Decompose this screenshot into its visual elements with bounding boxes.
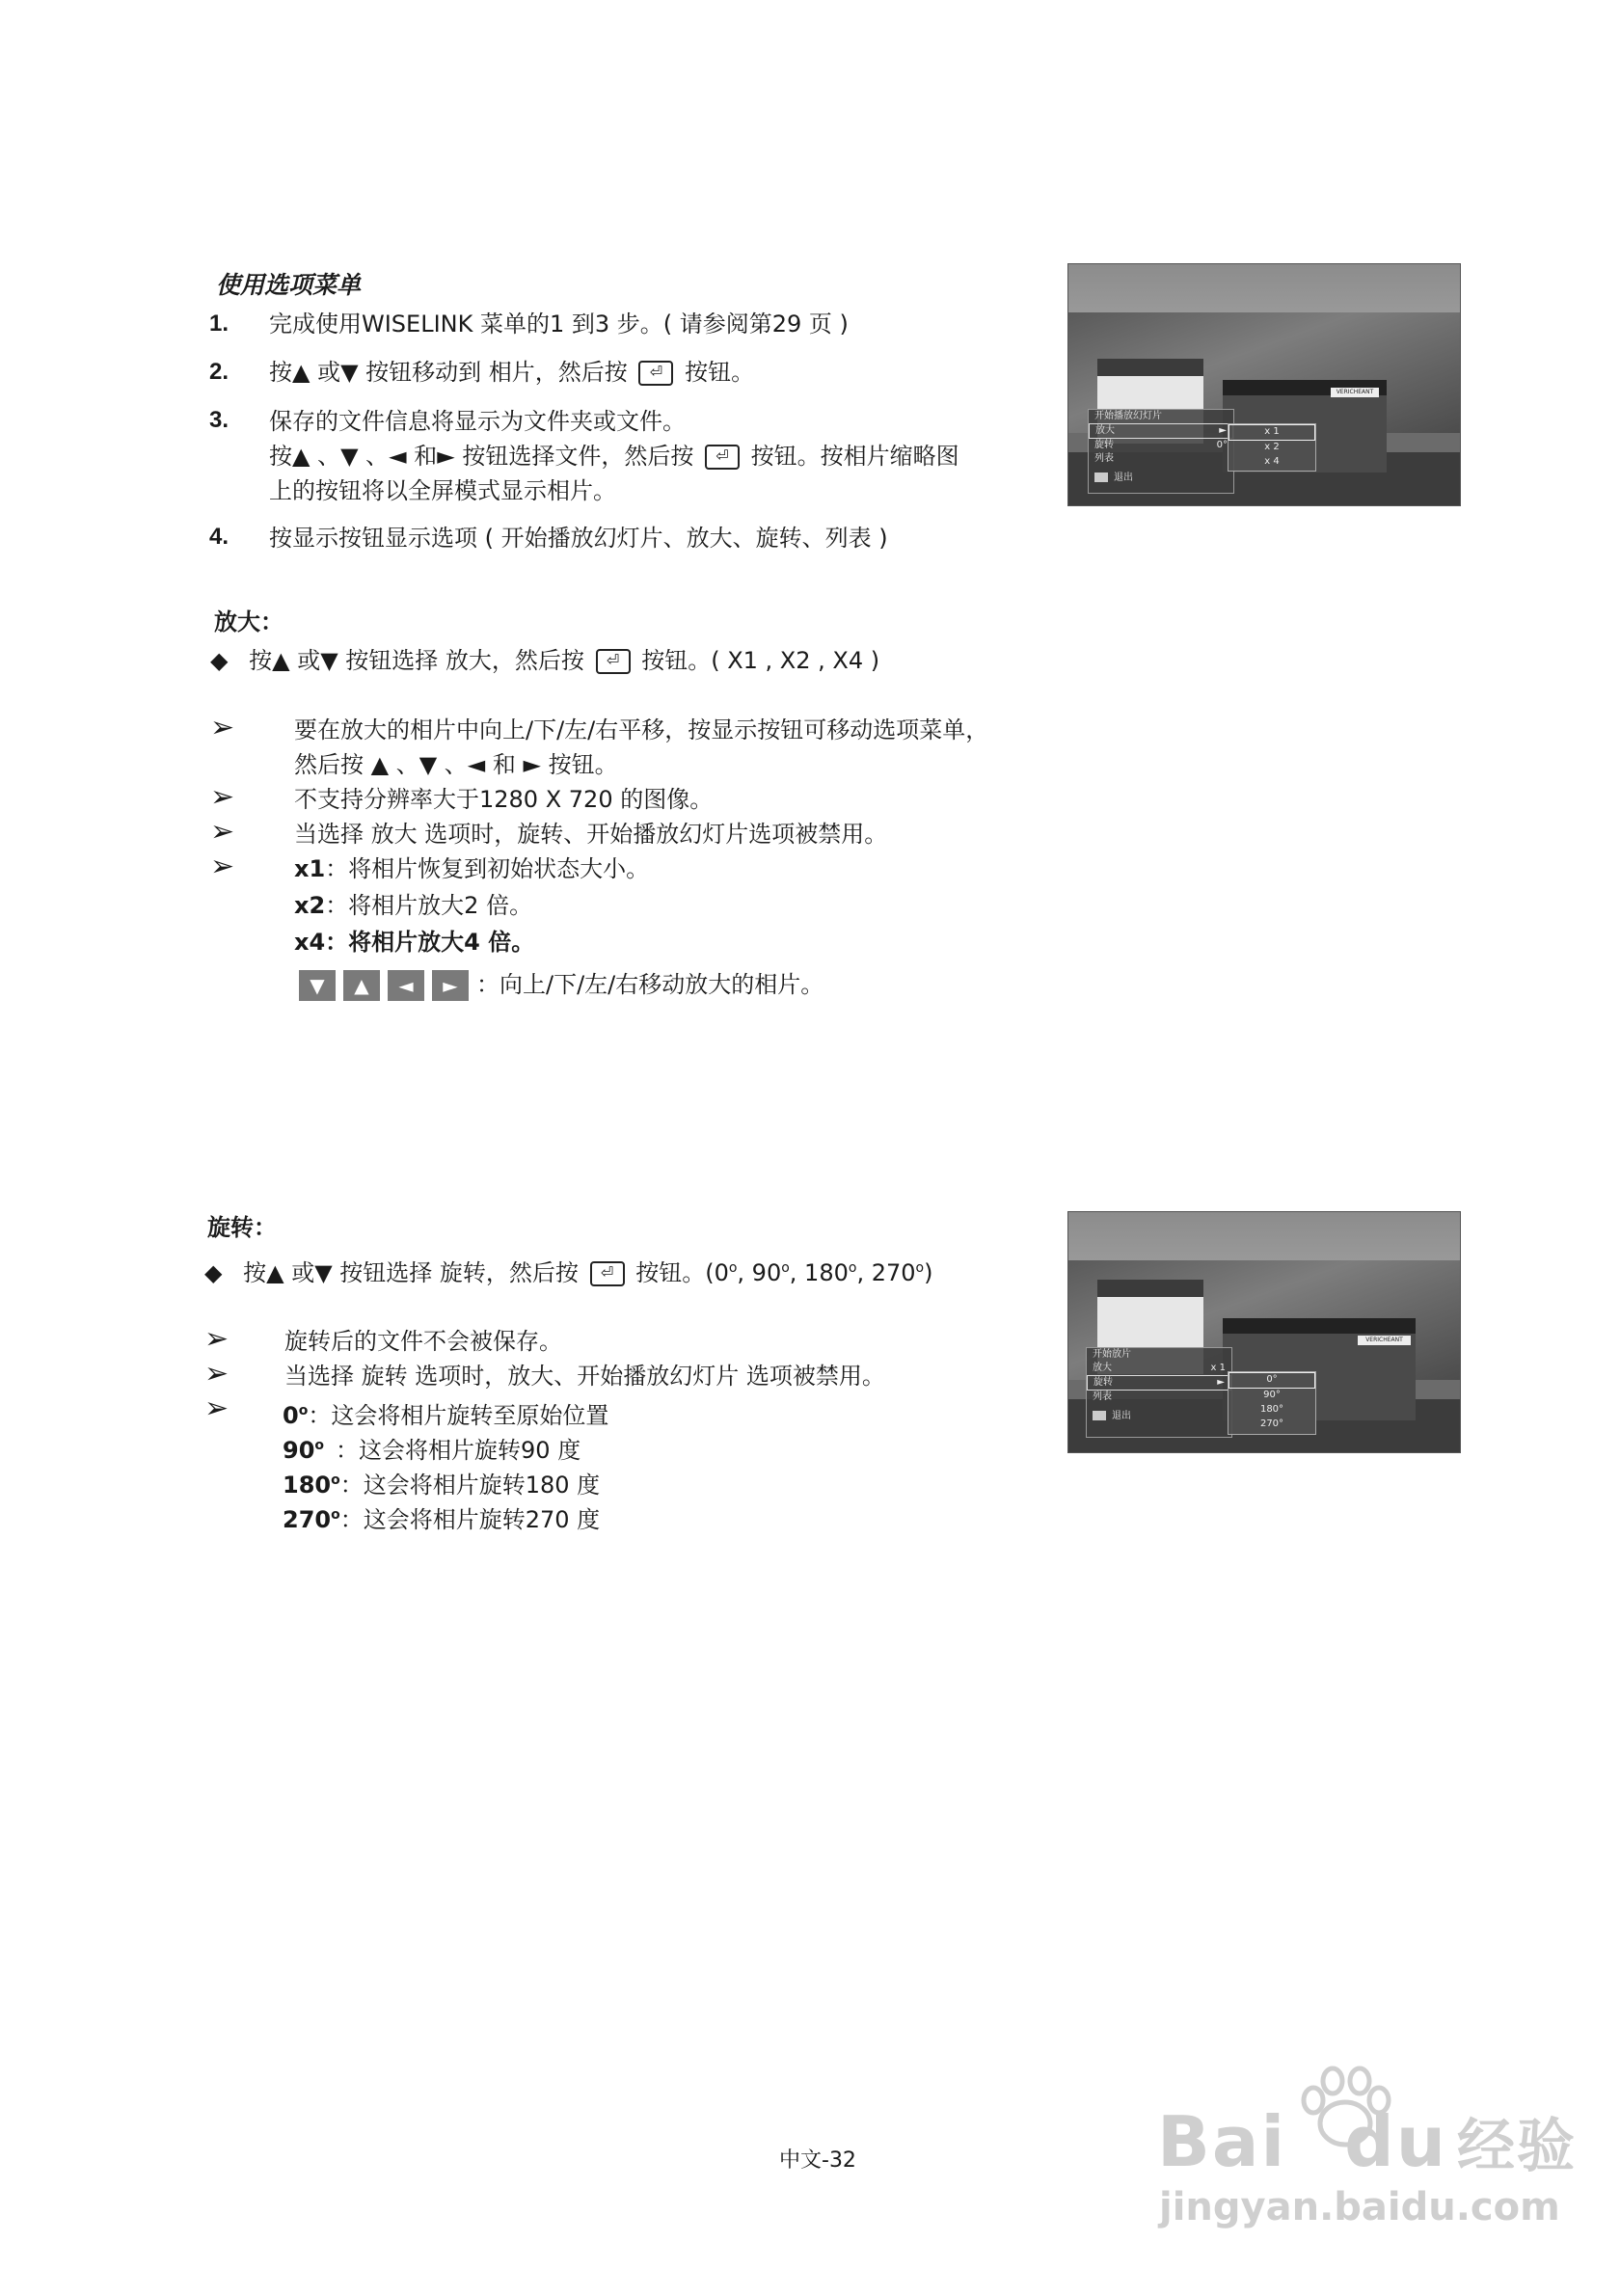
step-text-a: 按▲ 或▼ 按钮移动到 相片，然后按 bbox=[269, 359, 628, 386]
tv-screenshot-zoom bbox=[1067, 263, 1461, 506]
zoom-move-keys bbox=[299, 968, 824, 1001]
step-number: 2. bbox=[209, 359, 230, 385]
zoom-note-1: 要在放大的相片中向上/下/左/右平移，按显示按钮可移动选项菜单， bbox=[294, 716, 989, 743]
zoom-note-1b: 然后按 ▲ 、▼ 、◄ 和 ► 按钮。 bbox=[294, 751, 618, 778]
rotate-item-90 bbox=[283, 1429, 580, 1467]
osd-label: 旋转 bbox=[1094, 440, 1114, 450]
osd-item-rotate bbox=[1087, 1375, 1231, 1391]
osd-exit bbox=[1087, 1410, 1231, 1423]
zoom-bullet bbox=[210, 644, 879, 677]
step-number: 1. bbox=[209, 311, 230, 337]
note-arrow-icon: ➢ bbox=[210, 850, 235, 883]
bullet-text-b: 按钮。( X1 , X2 , X4 ) bbox=[641, 647, 880, 674]
osd-item-zoom bbox=[1089, 423, 1233, 439]
rotate-key: 0 bbox=[283, 1402, 299, 1429]
photo-sign: VERICHEANT bbox=[1358, 1336, 1411, 1345]
step-text-a: 按▲ 、▼ 、◄ 和► 按钮选择文件，然后按 bbox=[269, 443, 694, 470]
enter-icon: ⏎ bbox=[638, 361, 673, 386]
bullet-text-f: ) bbox=[924, 1259, 933, 1286]
enter-icon: ⏎ bbox=[590, 1261, 625, 1286]
step-text-line1: 保存的文件信息将显示为文件夹或文件。 bbox=[269, 408, 686, 435]
x1-text: ：将相片恢复到初始状态大小。 bbox=[325, 855, 650, 882]
step-text-line3: 上的按钮将以全屏模式显示相片。 bbox=[269, 477, 616, 504]
osd-sub-item: x 2 bbox=[1264, 442, 1280, 452]
osd-menu bbox=[1088, 409, 1234, 494]
note-arrow-icon: ➢ bbox=[204, 1391, 230, 1425]
section-title-rotate: 旋转： bbox=[207, 1214, 277, 1241]
osd-menu bbox=[1086, 1347, 1232, 1438]
osd-sub-item: 270° bbox=[1259, 1418, 1284, 1429]
rotate-text: ：这会将相片旋转至原始位置 bbox=[308, 1402, 609, 1429]
watermark-brand-b: du bbox=[1344, 2101, 1447, 2182]
osd-submenu bbox=[1228, 423, 1316, 472]
bullet-text-b: 按钮。(0 bbox=[635, 1259, 729, 1286]
zoom-x2 bbox=[294, 889, 532, 922]
osd-item-rotate bbox=[1089, 439, 1233, 452]
watermark-cn: 经验 bbox=[1456, 2113, 1577, 2180]
up-arrow-icon: ▲ bbox=[343, 970, 380, 1001]
degree-mark: o bbox=[781, 1260, 790, 1276]
step-number: 4. bbox=[209, 524, 230, 550]
osd-value: 0° bbox=[1216, 440, 1228, 450]
step-text-b: 按钮。 bbox=[685, 359, 755, 386]
step-text-b: 按钮。按相片缩略图 bbox=[750, 443, 959, 470]
note-arrow-icon: ➢ bbox=[204, 1357, 230, 1391]
x2-key: x2 bbox=[294, 892, 326, 919]
page-number: 中文-32 bbox=[779, 2148, 856, 2173]
osd-sub-item: x 1 bbox=[1228, 424, 1315, 441]
zoom-x4: x4：将相片放大4 倍。 bbox=[294, 929, 535, 956]
rotate-bullet bbox=[204, 1252, 932, 1289]
osd-item-list bbox=[1089, 452, 1233, 466]
zoom-note-2: 不支持分辨率大于1280 X 720 的图像。 bbox=[294, 786, 714, 813]
rotate-item-180 bbox=[283, 1464, 600, 1501]
bullet-text-d: , 180 bbox=[789, 1259, 849, 1286]
degree-mark: o bbox=[848, 1260, 857, 1276]
degree-mark: o bbox=[298, 1403, 309, 1418]
step-text-line2 bbox=[269, 440, 959, 473]
zoom-x1 bbox=[294, 852, 649, 885]
bullet-icon: ◆ bbox=[210, 647, 229, 674]
section-title-zoom: 放大： bbox=[214, 608, 284, 635]
section-title-options: 使用选项菜单 bbox=[216, 271, 362, 299]
osd-sub-item: x 4 bbox=[1264, 456, 1280, 467]
bullet-icon: ◆ bbox=[204, 1259, 223, 1286]
down-arrow-icon: ▼ bbox=[299, 970, 336, 1001]
note-arrow-icon: ➢ bbox=[210, 780, 235, 814]
osd-item-slideshow bbox=[1087, 1348, 1231, 1362]
rotate-text: ：这会将相片旋转180 度 bbox=[339, 1472, 601, 1499]
step-4 bbox=[209, 524, 888, 552]
osd-sub-item: 0° bbox=[1228, 1372, 1315, 1389]
step-3 bbox=[209, 407, 959, 504]
right-arrow-icon: ► bbox=[432, 970, 469, 1001]
tv-screenshot-rotate bbox=[1067, 1211, 1461, 1453]
left-arrow-icon: ◄ bbox=[388, 970, 424, 1001]
osd-exit-label: 退出 bbox=[1114, 473, 1133, 483]
step-1 bbox=[209, 311, 849, 338]
rotate-note-2: 当选择 旋转 选项时，放大、开始播放幻灯片 选项被禁用。 bbox=[284, 1363, 885, 1390]
rotate-text: ：这会将相片旋转90 度 bbox=[336, 1437, 581, 1464]
enter-icon: ⏎ bbox=[705, 445, 740, 470]
bullet-text-a: 按▲ 或▼ 按钮选择 旋转，然后按 bbox=[243, 1259, 579, 1286]
move-keys-text: ：向上/下/左/右移动放大的相片。 bbox=[476, 971, 824, 998]
step-text: 按显示按钮显示选项 ( 开始播放幻灯片、放大、旋转、列表 ) bbox=[269, 525, 888, 552]
osd-label: 旋转 bbox=[1094, 1377, 1113, 1388]
watermark-brand-a: Bai bbox=[1157, 2101, 1287, 2182]
osd-value: x 1 bbox=[1210, 1363, 1226, 1373]
step-text bbox=[269, 356, 754, 389]
exit-key-icon bbox=[1093, 1411, 1106, 1420]
osd-label: 列表 bbox=[1093, 1391, 1112, 1402]
rotate-item-270 bbox=[283, 1499, 600, 1536]
osd-sub-item: 90° bbox=[1263, 1390, 1281, 1400]
rotate-key: 180 bbox=[283, 1472, 332, 1499]
osd-sub-item: 180° bbox=[1259, 1404, 1284, 1415]
watermark-brand bbox=[1157, 2100, 1577, 2183]
osd-item-list bbox=[1087, 1391, 1231, 1404]
osd-submenu bbox=[1228, 1371, 1316, 1435]
rotate-key: 270 bbox=[283, 1506, 332, 1533]
osd-label: 开始播放幻灯片 bbox=[1094, 411, 1162, 421]
rotate-item-0 bbox=[283, 1394, 608, 1432]
degree-mark: o bbox=[331, 1472, 340, 1488]
watermark-url: jingyan.baidu.com bbox=[1159, 2185, 1560, 2229]
osd-exit bbox=[1089, 472, 1233, 485]
note-arrow-icon: ➢ bbox=[210, 711, 235, 744]
step-2 bbox=[209, 359, 755, 386]
note-arrow-icon: ➢ bbox=[204, 1322, 230, 1356]
osd-value: ► bbox=[1217, 1377, 1225, 1388]
osd-label: 放大 bbox=[1095, 425, 1115, 436]
osd-label: 放大 bbox=[1093, 1363, 1112, 1373]
bullet-text-c: , 90 bbox=[737, 1259, 782, 1286]
bullet-text-a: 按▲ 或▼ 按钮选择 放大，然后按 bbox=[249, 647, 584, 674]
osd-exit-label: 退出 bbox=[1112, 1411, 1131, 1421]
osd-value: ► bbox=[1219, 425, 1227, 436]
step-number: 3. bbox=[209, 407, 230, 433]
degree-mark: o bbox=[915, 1260, 925, 1276]
note-arrow-icon: ➢ bbox=[210, 815, 235, 849]
x1-key: x1 bbox=[294, 855, 326, 882]
rotate-text: ：这会将相片旋转270 度 bbox=[339, 1506, 601, 1533]
exit-key-icon bbox=[1094, 473, 1108, 482]
bullet-text-e: , 270 bbox=[856, 1259, 916, 1286]
osd-label: 列表 bbox=[1094, 453, 1114, 464]
rotate-key: 90 bbox=[283, 1437, 315, 1464]
x2-text: ：将相片放大2 倍。 bbox=[325, 892, 533, 919]
degree-mark: o bbox=[314, 1438, 325, 1453]
zoom-note-3: 当选择 放大 选项时，旋转、开始播放幻灯片选项被禁用。 bbox=[294, 821, 888, 848]
osd-item-zoom bbox=[1087, 1362, 1231, 1375]
rotate-note-1: 旋转后的文件不会被保存。 bbox=[284, 1328, 562, 1355]
degree-mark: o bbox=[728, 1260, 738, 1276]
enter-icon: ⏎ bbox=[596, 649, 631, 674]
step-text: 完成使用WISELINK 菜单的1 到3 步。( 请参阅第29 页 ) bbox=[269, 311, 849, 338]
osd-item-slideshow bbox=[1089, 410, 1233, 423]
degree-mark: o bbox=[331, 1507, 340, 1523]
osd-label: 开始放片 bbox=[1093, 1349, 1131, 1360]
photo-sign: VERICHEANT bbox=[1331, 388, 1379, 397]
